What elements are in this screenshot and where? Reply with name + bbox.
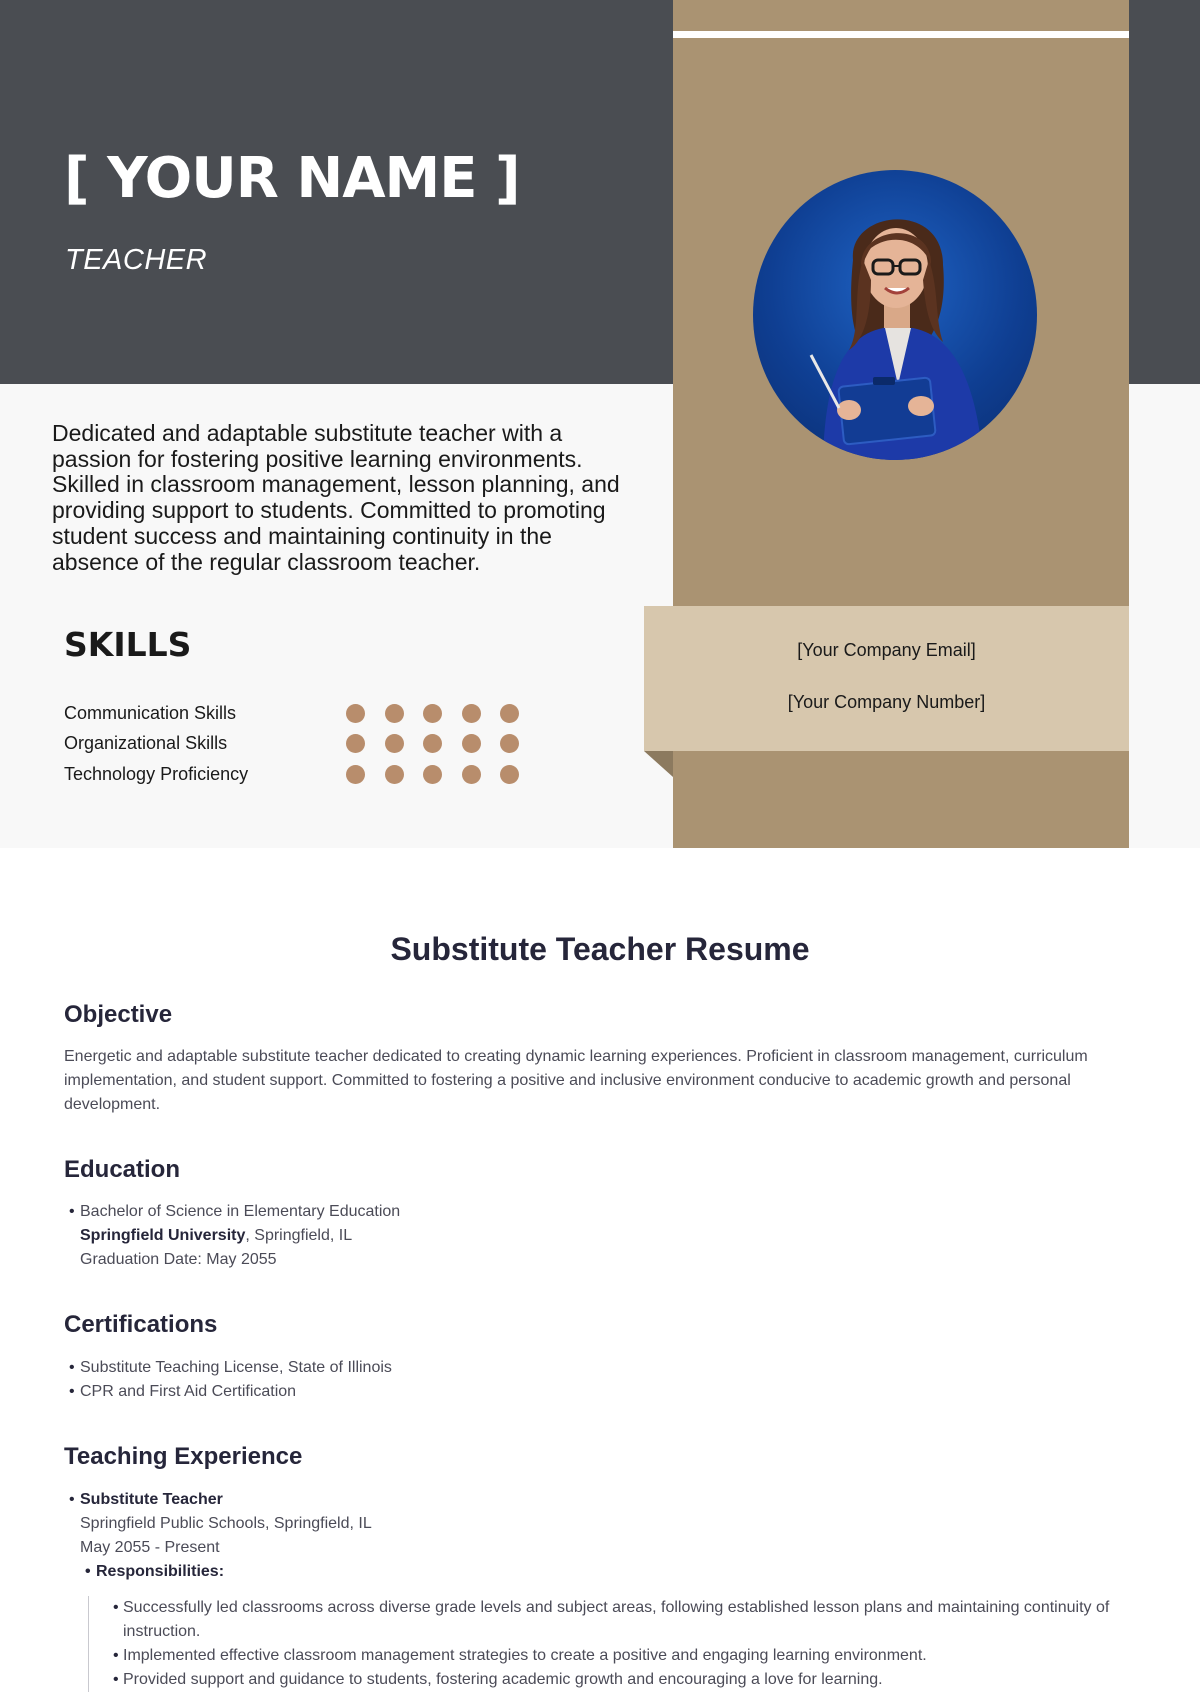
- job-dates: May 2055 - Present: [80, 1539, 220, 1556]
- job-employer: Springfield Public Schools, Springfield, IL: [80, 1515, 372, 1532]
- rating-dot: [500, 765, 519, 784]
- education-item: [64, 1200, 400, 1272]
- candidate-role: TEACHER: [65, 244, 208, 276]
- education-list: [64, 1200, 400, 1272]
- experience-heading: Teaching Experience: [64, 1443, 303, 1470]
- candidate-name: [ YOUR NAME ]: [64, 146, 520, 211]
- certifications-list: [64, 1356, 392, 1404]
- school-name: Springfield University: [80, 1227, 246, 1244]
- skill-item: [64, 729, 534, 760]
- rating-dot: [346, 734, 365, 753]
- skills-heading: SKILLS: [64, 625, 192, 664]
- document-title: Substitute Teacher Resume: [390, 931, 810, 967]
- skill-rating: [346, 704, 539, 723]
- responsibilities-label-list: [80, 1560, 372, 1584]
- degree: • Bachelor of Science in Elementary Education: [80, 1203, 401, 1220]
- objective-heading: Objective: [64, 1001, 173, 1028]
- profile-photo: [753, 170, 1037, 460]
- skill-name: Organizational Skills: [64, 733, 228, 754]
- skill-rating: [346, 734, 539, 753]
- contact-number: [Your Company Number]: [787, 692, 986, 712]
- rating-dot: [500, 704, 519, 723]
- rating-dot: [385, 765, 404, 784]
- responsibilities-label: • Responsibilities:: [80, 1560, 372, 1584]
- graduation-date: Graduation Date: May 2055: [80, 1251, 277, 1268]
- rating-dot: [385, 704, 404, 723]
- rating-dot: [500, 734, 519, 753]
- rating-dot: [385, 734, 404, 753]
- rating-dot: [423, 765, 442, 784]
- school-location: , Springfield, IL: [245, 1227, 353, 1244]
- rating-dot: [346, 765, 365, 784]
- skill-item: [64, 698, 534, 729]
- rating-dot: [462, 704, 481, 723]
- certifications-heading: Certifications: [64, 1311, 218, 1338]
- skill-name: Technology Proficiency: [64, 763, 249, 784]
- contact-box-fold: [644, 751, 673, 777]
- skill-item: [64, 759, 534, 790]
- skill-rating: [346, 765, 539, 784]
- responsibility-item: • Successfully led classrooms across diverse grade levels and subject areas, following established lesson plans and maintaining continuity of instruction.: [113, 1596, 1138, 1644]
- rating-dot: [423, 734, 442, 753]
- certification-item: • Substitute Teaching License, State of Illinois: [64, 1356, 392, 1380]
- resume-header: [0, 0, 1200, 848]
- skill-name: Communication Skills: [64, 702, 237, 723]
- school-line: [80, 1224, 400, 1248]
- experience-item: [64, 1488, 372, 1584]
- header-accent-stripe: [673, 31, 1129, 38]
- contact-box: [644, 606, 1129, 751]
- contact-email: [Your Company Email]: [797, 640, 976, 660]
- teacher-portrait-image: [753, 170, 1037, 460]
- profile-summary: Dedicated and adaptable substitute teacher with a passion for fostering positive learning environments. Skilled in classroom management, lesson planning, and providing support to students. Committed to promoting student success and maintaining continuity in the absence of the regular classroom teacher.: [52, 420, 620, 575]
- skills-list: [64, 698, 534, 790]
- certification-item: • CPR and First Aid Certification: [64, 1380, 392, 1404]
- responsibility-item: • Provided support and guidance to students, fostering academic growth and encouraging a love for learning.: [113, 1668, 1138, 1692]
- rating-dot: [462, 765, 481, 784]
- objective-text: Energetic and adaptable substitute teacher dedicated to creating dynamic learning experiences. Proficient in classroom management, curriculum implementation, and student support. Committed to fostering a positive and inclusive environment conducive to academic growth and personal development.: [64, 1048, 1088, 1113]
- job-position: • Substitute Teacher: [80, 1491, 223, 1508]
- education-heading: Education: [64, 1156, 181, 1183]
- responsibility-item: • Implemented effective classroom management strategies to create a positive and engaging learning environment.: [113, 1644, 1138, 1668]
- rating-dot: [462, 734, 481, 753]
- rating-dot: [346, 704, 365, 723]
- responsibilities-list: [88, 1596, 1138, 1692]
- rating-dot: [423, 704, 442, 723]
- experience-list: [64, 1488, 372, 1584]
